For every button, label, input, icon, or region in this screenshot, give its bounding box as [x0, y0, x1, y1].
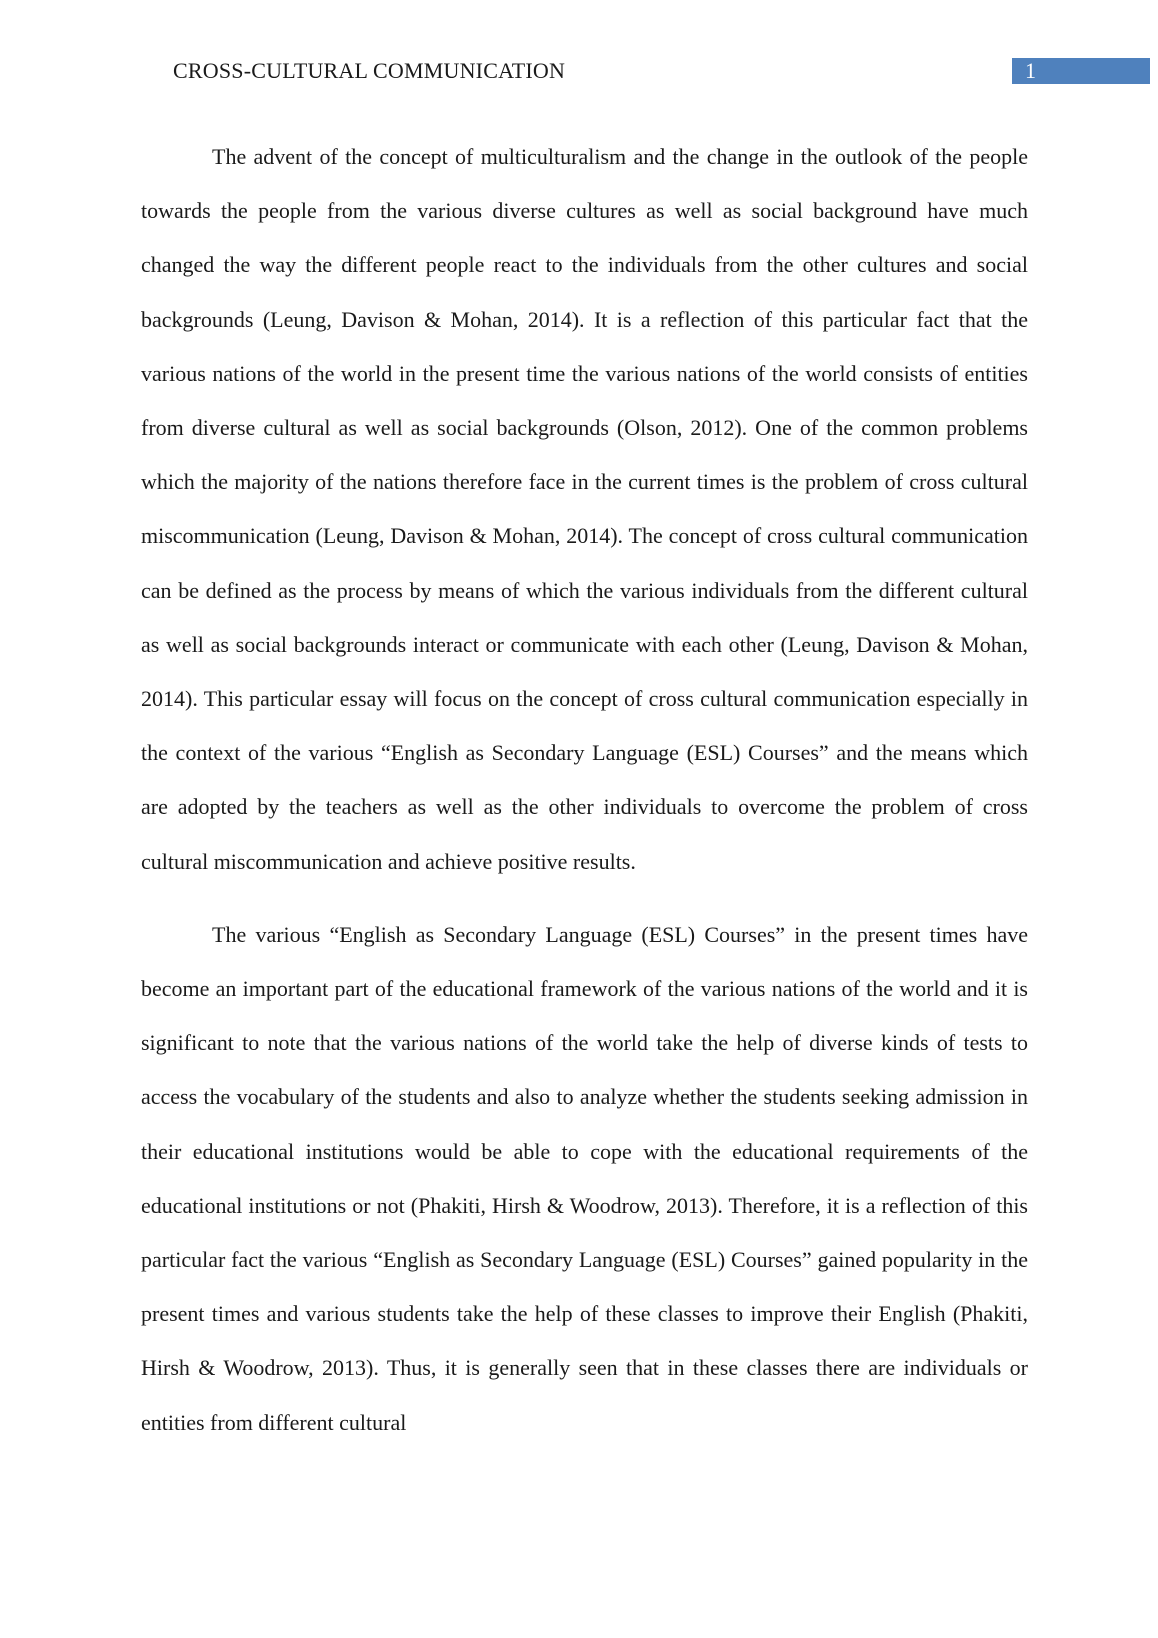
body-paragraph: The advent of the concept of multiculturalism and the change in the outlook of the people towards the people from the various diverse cultures as well as social background have much changed the way the different people react to the individuals from the other cultures and social backgrounds (Leung, Davison & Mohan, 2014). It is a reflection of this particular fact that the various nations of the world in the present time the various nations of the world consists of entities from diverse cultural as well as social backgrounds (Olson, 2012). One of the common problems which the majority of the nations therefore face in the current times is the problem of cross cultural miscommunication (Leung, Davison & Mohan, 2014). The concept of cross cultural communication can be defined as the process by means of which the various individuals from the different cultural as well as social backgrounds interact or communicate with each other (Leung, Davison & Mohan, 2014). This particular essay will focus on the concept of cross cultural communication especially in the context of the various “English as Secondary Language (ESL) Courses” and the means which are adopted by the teachers as well as the other individuals to overcome the problem of cross cultural miscommunication and achieve positive results.: [141, 144, 1028, 874]
page-number: 1: [1025, 58, 1036, 83]
running-header-title: CROSS-CULTURAL COMMUNICATION: [173, 58, 566, 83]
document-body: [141, 130, 1028, 1450]
body-paragraph: The various “English as Secondary Language (ESL) Courses” in the present times have become an important part of the educational framework of the various nations of the world and it is significant to note that the various nations of the world take the help of diverse kinds of tests to access the vocabulary of the students and also to analyze whether the students seeking admission in their educational institutions would be able to cope with the educational requirements of the educational institutions or not (Phakiti, Hirsh & Woodrow, 2013). Therefore, it is a reflection of this particular fact the various “English as Secondary Language (ESL) Courses” gained popularity in the present times and various students take the help of these classes to improve their English (Phakiti, Hirsh & Woodrow, 2013). Thus, it is generally seen that in these classes there are individuals or entities from different cultural: [141, 921, 1028, 1435]
page-number-badge: [1012, 58, 1150, 84]
